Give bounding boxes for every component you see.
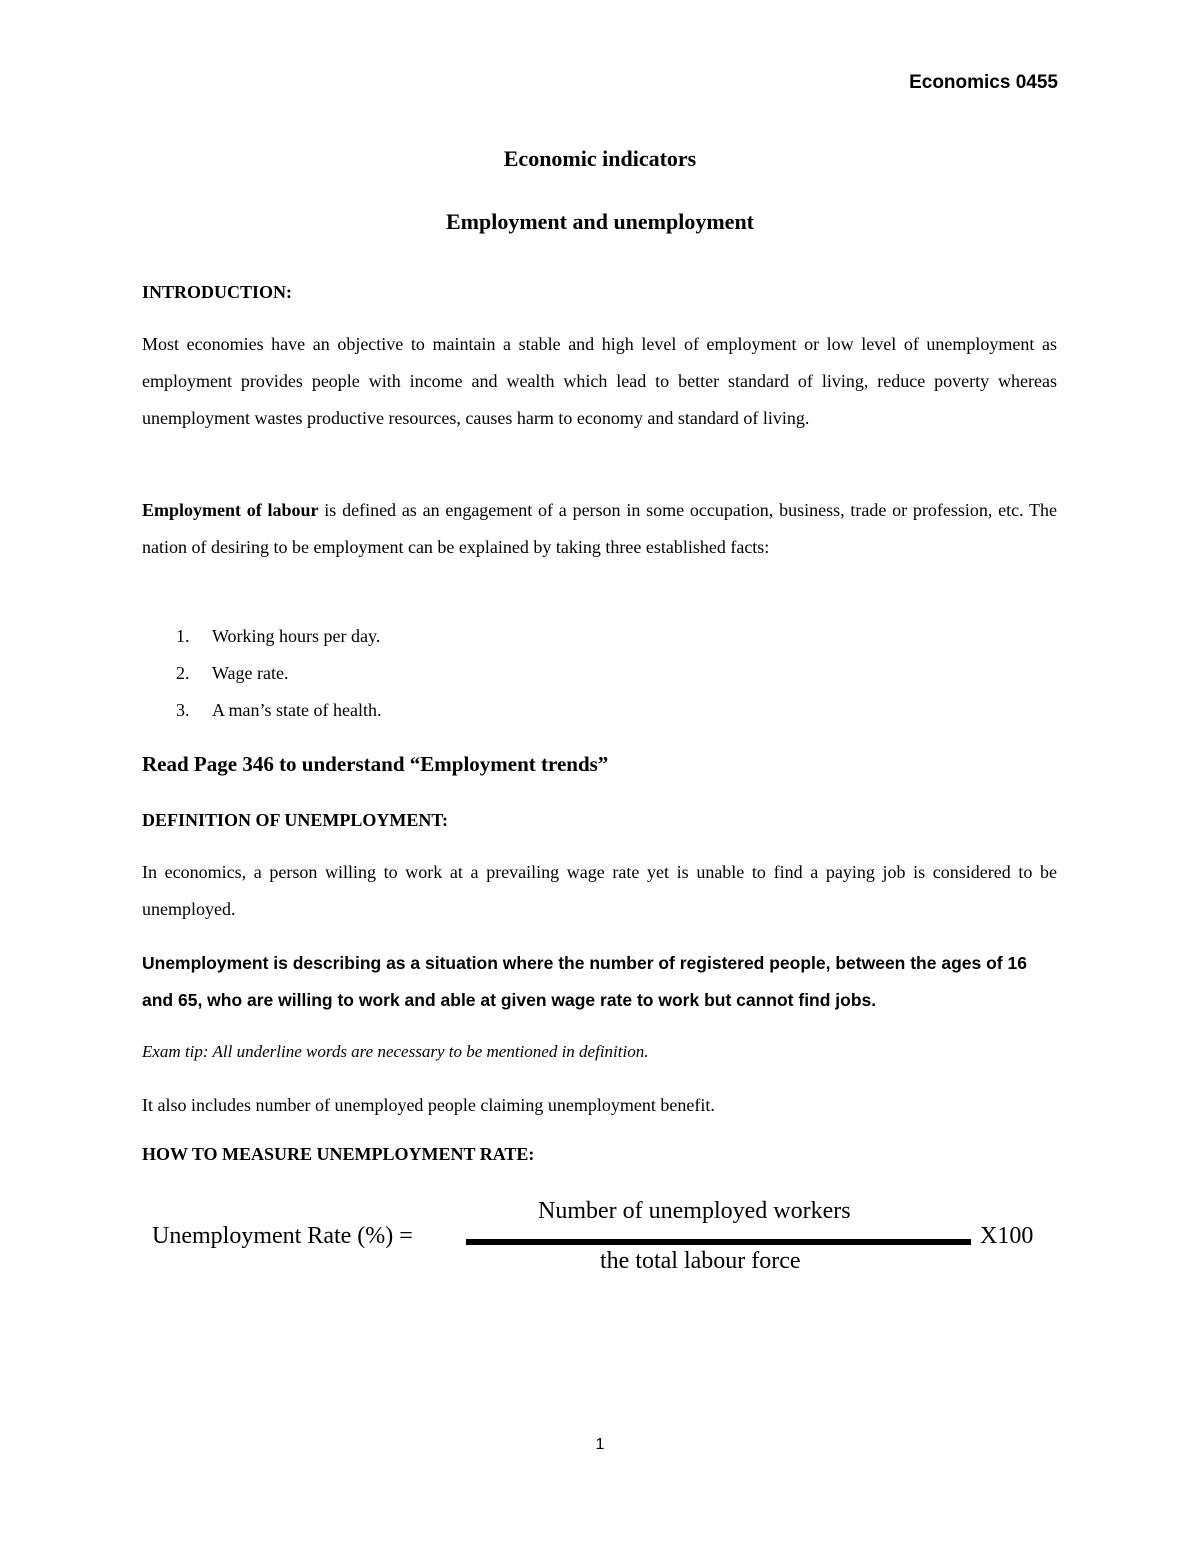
facts-list xyxy=(176,618,381,729)
unemployment-rate-formula xyxy=(150,1190,1050,1290)
introduction-heading: INTRODUCTION: xyxy=(142,282,293,302)
list-number: 1. xyxy=(176,626,190,646)
also-includes-text: It also includes number of unemployed people claiming unemployment benefit. xyxy=(142,1095,715,1115)
read-page-heading: Read Page 346 to understand “Employment trends” xyxy=(142,752,609,776)
unemployment-paragraph: In economics, a person willing to work at a prevailing wage rate yet is unable to find a paying job is considered to be unemployed. xyxy=(142,862,1057,919)
page-title: Economic indicators xyxy=(503,146,697,171)
formula-numerator: Number of unemployed workers xyxy=(538,1198,851,1224)
employment-definition xyxy=(142,492,1057,566)
employment-definition-text: is defined as an engagement of a person in some occupation, business, trade or profession, etc. The nation of desiring to be employment can be explained by taking three established facts: xyxy=(142,500,1057,557)
formula-multiplier: X100 xyxy=(980,1223,1034,1249)
list-text: Working hours per day. xyxy=(212,626,381,646)
page-subtitle: Employment and unemployment xyxy=(445,209,755,234)
list-number: 3. xyxy=(176,700,190,720)
list-number: 2. xyxy=(176,663,190,683)
page-number: 1 xyxy=(595,1436,605,1453)
course-header: Economics 0455 xyxy=(909,72,1058,93)
formula-lhs: Unemployment Rate (%) = xyxy=(152,1223,413,1249)
exam-tip: Exam tip: All underline words are necessary to be mentioned in definition. xyxy=(142,1042,649,1061)
unemployment-definition-heading: DEFINITION OF UNEMPLOYMENT: xyxy=(142,810,448,830)
unemployment-bold-definition: Unemployment is describing as a situation where the number of registered people, between the ages of 16 and 65, who are willing to work and able at given wage rate to work but cannot find jobs. xyxy=(142,953,1027,1010)
list-text: Wage rate. xyxy=(212,663,289,683)
list-text: A man’s state of health. xyxy=(212,700,382,720)
list-item xyxy=(176,692,381,729)
list-item xyxy=(176,655,381,692)
fraction-bar xyxy=(466,1239,971,1245)
measure-heading: HOW TO MEASURE UNEMPLOYMENT RATE: xyxy=(142,1144,535,1164)
formula-denominator: the total labour force xyxy=(600,1248,801,1274)
employment-term: Employment of labour xyxy=(142,500,319,520)
introduction-paragraph: Most economies have an objective to maintain a stable and high level of employment or low level of unemployment as employment provides people with income and wealth which lead to better standard of living, reduce poverty whereas unemployment wastes productive resources, causes harm to economy and standard of living. xyxy=(142,334,1057,428)
list-item xyxy=(176,618,381,655)
